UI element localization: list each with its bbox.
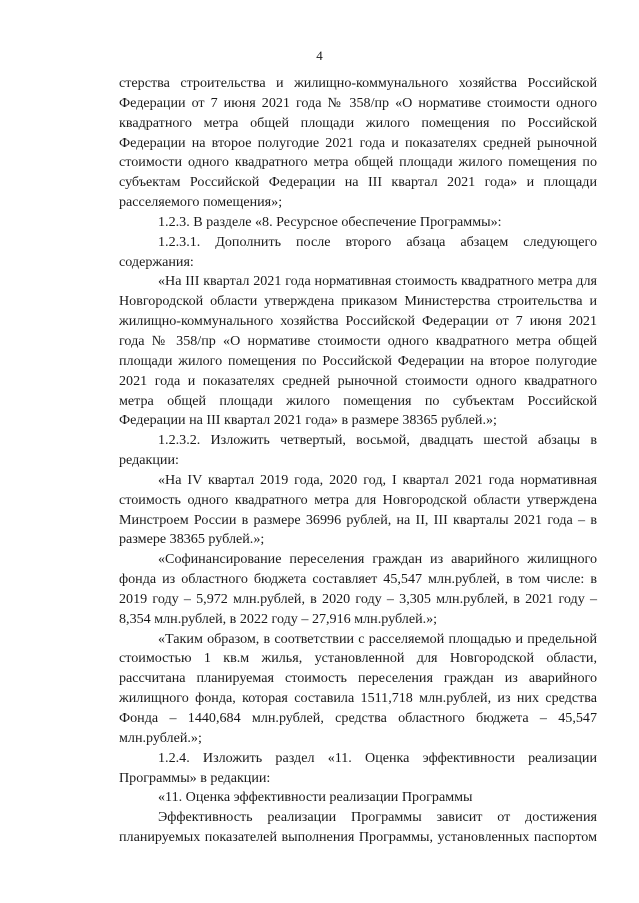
paragraph-effectiveness: Эффективность реализации Программы зависит от достижения планируемых показателей выполнения Программы, установленных паспортом: [119, 809, 597, 846]
paragraph-quote-cofinancing: «Софинансирование переселения граждан из аварийного жилищного фонда из областного бюджета составляет 45,547 млн.рублей, в том числе: в 2019 году – 5,972 млн.рублей, в 2020 году – 3,305 млн.рублей, в 2021 году – 8,354 млн.рублей, в 2022 году – 27,916 млн.рублей.»;: [119, 551, 597, 627]
page-number: 4: [316, 48, 323, 63]
section-heading-11: «11. Оценка эффективности реализации Программы: [158, 789, 473, 806]
paragraph-1-2-3: 1.2.3. В разделе «8. Ресурсное обеспечение Программы»:: [158, 213, 502, 230]
paragraph-1-2-3-2: 1.2.3.2. Изложить четвертый, восьмой, двадцать шестой абзацы в редакции:: [119, 432, 597, 469]
paragraph-quote-iv-quarter: «На IV квартал 2019 года, 2020 год, I квартал 2021 года нормативная стоимость одного квадратного метра для Новгородской области утверждена Минстроем России в размере 36996 рублей, на II, III кварталы 2021 года – в размере 38365 рублей.»;: [119, 471, 597, 548]
paragraph-quote-iii-quarter: «На III квартал 2021 года нормативная стоимость квадратного метра для Новгородской области утверждена приказом Министерства строительства и жилищно-коммунального хозяйства Российской Федерации от 7 июня 2021 года № 358/пр «О нормативе стоимости одного квадратного метра общей площади жилого помещения по Российской Федерации на второе полугодие 2021 года и показателях средней рыночной стоимости одного квадратного метра общей площади жилого помещения по субъектам Российской Федерации на III квартал 2021 года» в размере 38365 рублей.»;: [119, 273, 597, 429]
document-body: [119, 74, 597, 848]
paragraph-quote-resettlement-cost: «Таким образом, в соответствии с расселяемой площадью и предельной стоимостью 1 кв.м жилья, установленной для Новгородской области, рассчитана планируемая стоимость переселения граждан из аварийного жилищного фонда, которая составила 1511,718 млн.рублей, из них средства Фонда – 1440,684 млн.рублей, средства областного бюджета – 45,547 млн.рублей.»;: [119, 630, 597, 746]
paragraph-continuation: стерства строительства и жилищно-коммунального хозяйства Российской Федерации от 7 июня 2021 года № 358/пр «О нормативе стоимости одного квадратного метра общей площади жилого помещения по Российской Федерации на второе полугодие 2021 года и показателях средней рыночной стоимости одного квадратного метра общей площади жилого помещения по субъектам Российской Федерации на III квартал 2021 года» и площади расселяемого помещения»;: [119, 75, 597, 211]
paragraph-1-2-4: 1.2.4. Изложить раздел «11. Оценка эффективности реализации Программы» в редакции:: [119, 749, 597, 786]
paragraph-1-2-3-1: 1.2.3.1. Дополнить после второго абзаца абзацем следующего содержания:: [119, 233, 597, 270]
